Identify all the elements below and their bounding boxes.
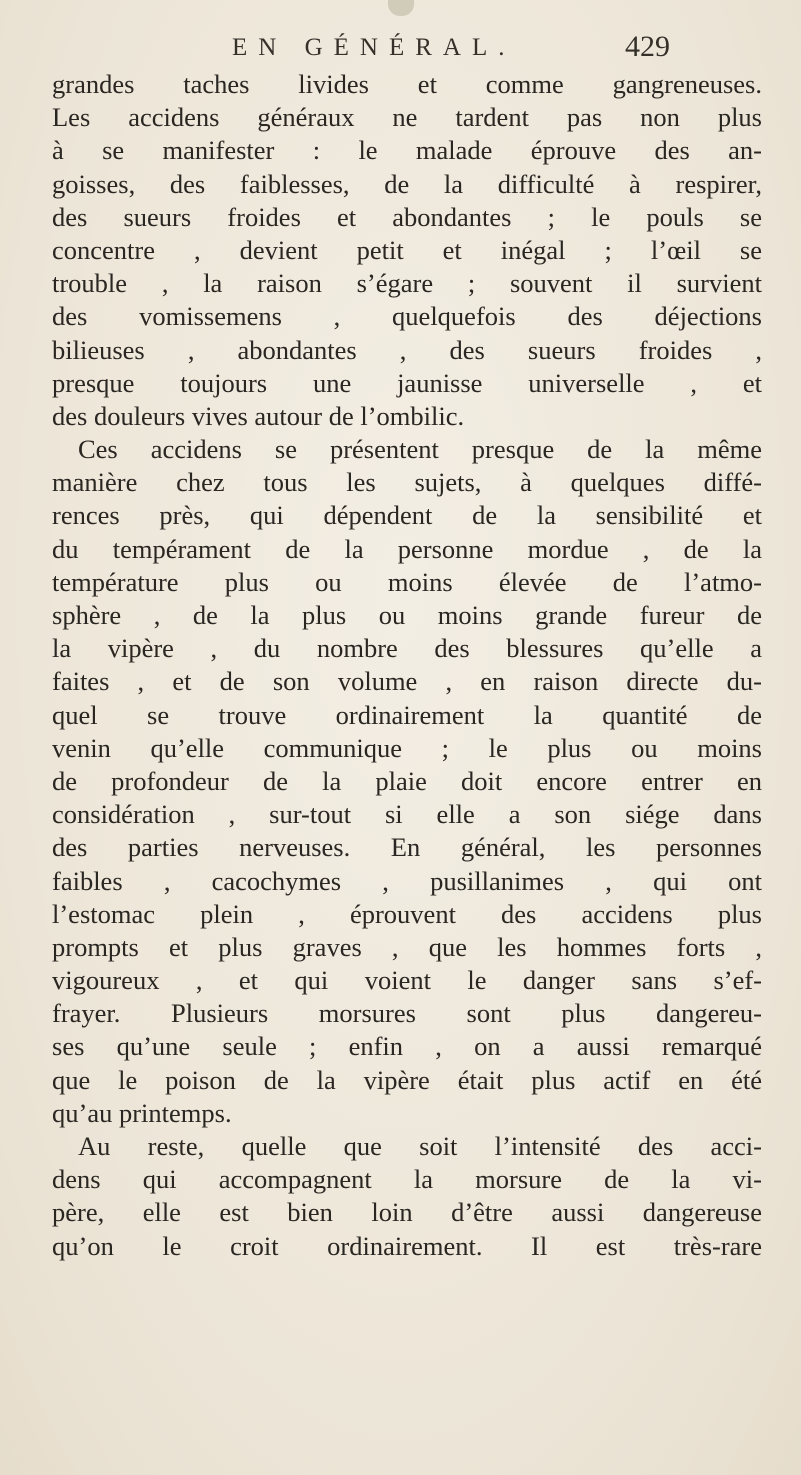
text-line: la vipère , du nombre des blessures qu’elle a bbox=[52, 633, 762, 664]
text-line: concentre , devient petit et inégal ; l’œil se bbox=[52, 234, 762, 265]
text-line: des parties nerveuses. En général, les personnes bbox=[52, 832, 762, 863]
text-line: faibles , cacochymes , pusillanimes , qui ont bbox=[52, 865, 762, 896]
ink-blot bbox=[388, 0, 414, 16]
text-line: Au reste, quelle que soit l’intensité des acci- bbox=[78, 1131, 762, 1161]
text-line: des douleurs vives autour de l’ombilic. bbox=[52, 400, 465, 431]
text-line: qu’au printemps. bbox=[52, 1097, 232, 1128]
text-line: l’estomac plein , éprouvent des accidens plus bbox=[52, 898, 762, 929]
text-line: grandes taches livides et comme gangreneuses. bbox=[52, 69, 762, 99]
text-line: du tempérament de la personne mordue , de la bbox=[52, 533, 762, 564]
text-line: bilieuses , abondantes , des sueurs froides , bbox=[52, 334, 762, 365]
body-text bbox=[52, 68, 762, 1263]
text-line: Ces accidens se présentent presque de la même bbox=[78, 434, 762, 465]
text-line: rences près, qui dépendent de la sensibilité et bbox=[52, 500, 762, 531]
text-line: venin qu’elle communique ; le plus ou moins bbox=[52, 732, 762, 763]
running-title: EN GÉNÉRAL. bbox=[232, 34, 516, 61]
text-line: ses qu’une seule ; enfin , on a aussi remarqué bbox=[52, 1031, 762, 1062]
text-line: que le poison de la vipère était plus actif en été bbox=[52, 1064, 762, 1095]
text-line: qu’on le croit ordinairement. Il est très-rare bbox=[52, 1230, 762, 1261]
text-line: sphère , de la plus ou moins grande fureur de bbox=[52, 600, 762, 630]
text-line: goisses, des faiblesses, de la difficulté à respirer, bbox=[52, 168, 762, 199]
text-line: Les accidens généraux ne tardent pas non plus bbox=[52, 102, 762, 133]
page-number: 429 bbox=[625, 30, 670, 63]
text-line: à se manifester : le malade éprouve des an- bbox=[52, 135, 762, 166]
text-line: dens qui accompagnent la morsure de la vi- bbox=[52, 1164, 762, 1195]
text-line: presque toujours une jaunisse universelle , et bbox=[52, 367, 762, 398]
text-line: considération , sur-tout si elle a son siége dans bbox=[52, 799, 762, 830]
text-line: quel se trouve ordinairement la quantité de bbox=[52, 699, 762, 730]
text-line: température plus ou moins élevée de l’atmo- bbox=[52, 566, 762, 597]
text-line: trouble , la raison s’égare ; souvent il survient bbox=[52, 268, 762, 299]
text-line: vigoureux , et qui voient le danger sans s’ef- bbox=[52, 965, 762, 996]
text-line: père, elle est bien loin d’être aussi dangereuse bbox=[52, 1197, 762, 1228]
text-line: des sueurs froides et abondantes ; le pouls se bbox=[52, 201, 762, 232]
text-line: faites , et de son volume , en raison directe du- bbox=[52, 666, 762, 697]
text-line: frayer. Plusieurs morsures sont plus dangereu- bbox=[52, 998, 762, 1029]
running-head bbox=[0, 26, 801, 66]
text-line: prompts et plus graves , que les hommes forts , bbox=[52, 931, 762, 962]
text-line: des vomissemens , quelquefois des déjections bbox=[52, 301, 762, 332]
text-line: manière chez tous les sujets, à quelques diffé- bbox=[52, 467, 762, 498]
text-line: de profondeur de la plaie doit encore entrer en bbox=[52, 765, 762, 796]
